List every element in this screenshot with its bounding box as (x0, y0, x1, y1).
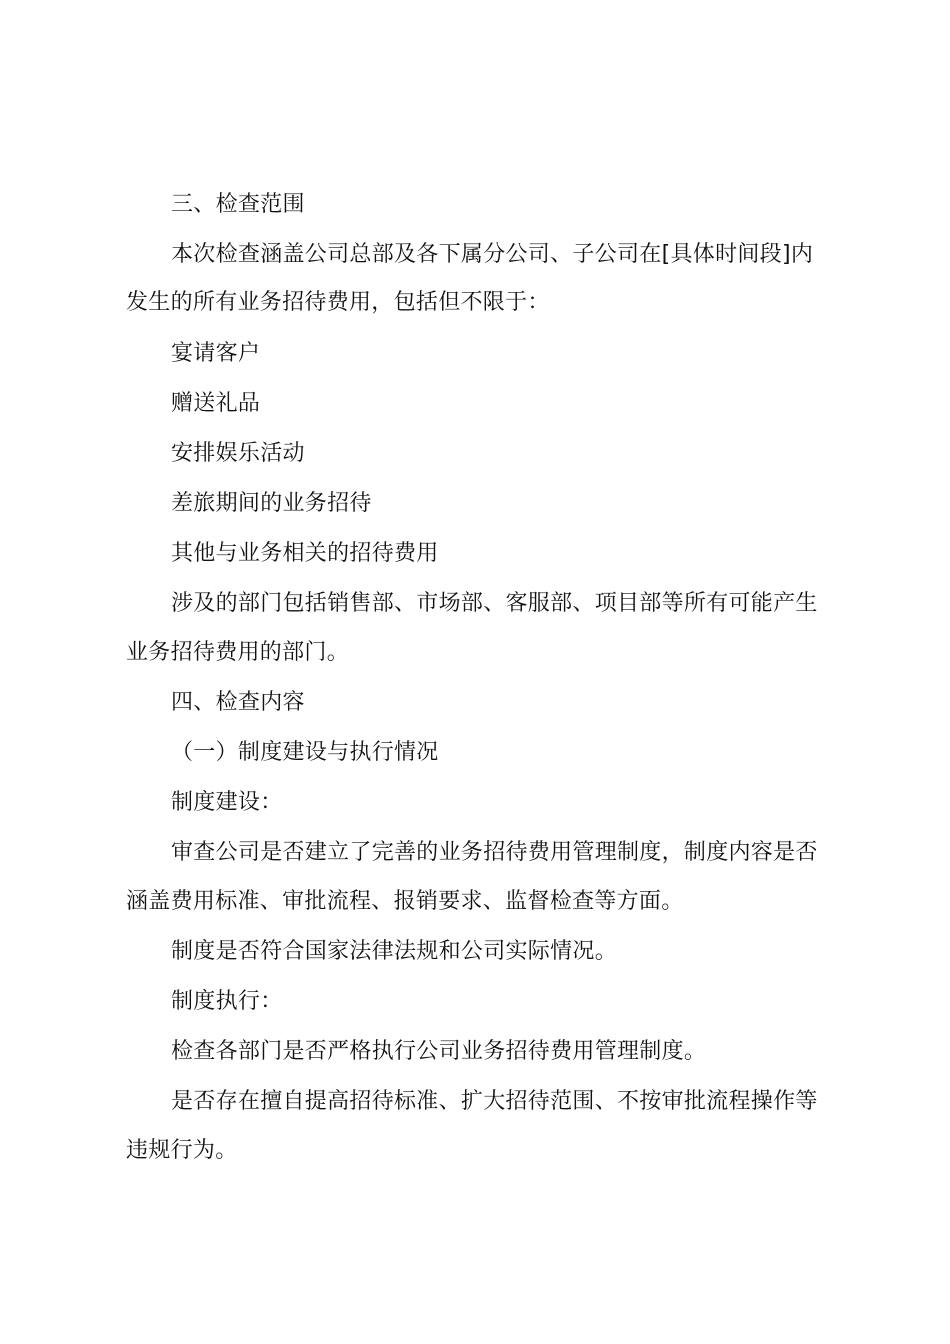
paragraph-line: 涵盖费用标准、审批流程、报销要求、监督检查等方面。 (126, 889, 684, 914)
subheading: 制度建设： (171, 790, 283, 815)
list-item: 差旅期间的业务招待 (171, 491, 372, 516)
list-item: 安排娱乐活动 (171, 441, 305, 466)
paragraph-line: 发生的所有业务招待费用，包括但不限于： (126, 290, 550, 315)
section-heading-content: 四、检查内容 (171, 690, 305, 715)
subheading: 制度执行： (171, 989, 283, 1014)
section-heading-scope: 三、检查范围 (171, 192, 305, 217)
paragraph-line: 本次检查涵盖公司总部及各下属分公司、子公司在[具体时间段]内 (171, 242, 814, 267)
paragraph-line: 业务招待费用的部门。 (126, 640, 350, 665)
paragraph-line: 审查公司是否建立了完善的业务招待费用管理制度，制度内容是否 (171, 840, 818, 865)
paragraph-line: 违规行为。 (126, 1138, 238, 1163)
list-item: 赠送礼品 (171, 391, 261, 416)
list-item: 宴请客户 (171, 341, 261, 366)
list-item: 其他与业务相关的招待费用 (171, 541, 439, 566)
subsection-heading: （一）制度建设与执行情况 (171, 740, 439, 765)
paragraph-line: 检查各部门是否严格执行公司业务招待费用管理制度。 (171, 1039, 707, 1064)
paragraph-line: 制度是否符合国家法律法规和公司实际情况。 (171, 939, 618, 964)
paragraph-line: 涉及的部门包括销售部、市场部、客服部、项目部等所有可能产生 (171, 591, 818, 616)
paragraph-line: 是否存在擅自提高招待标准、扩大招待范围、不按审批流程操作等 (171, 1089, 818, 1114)
